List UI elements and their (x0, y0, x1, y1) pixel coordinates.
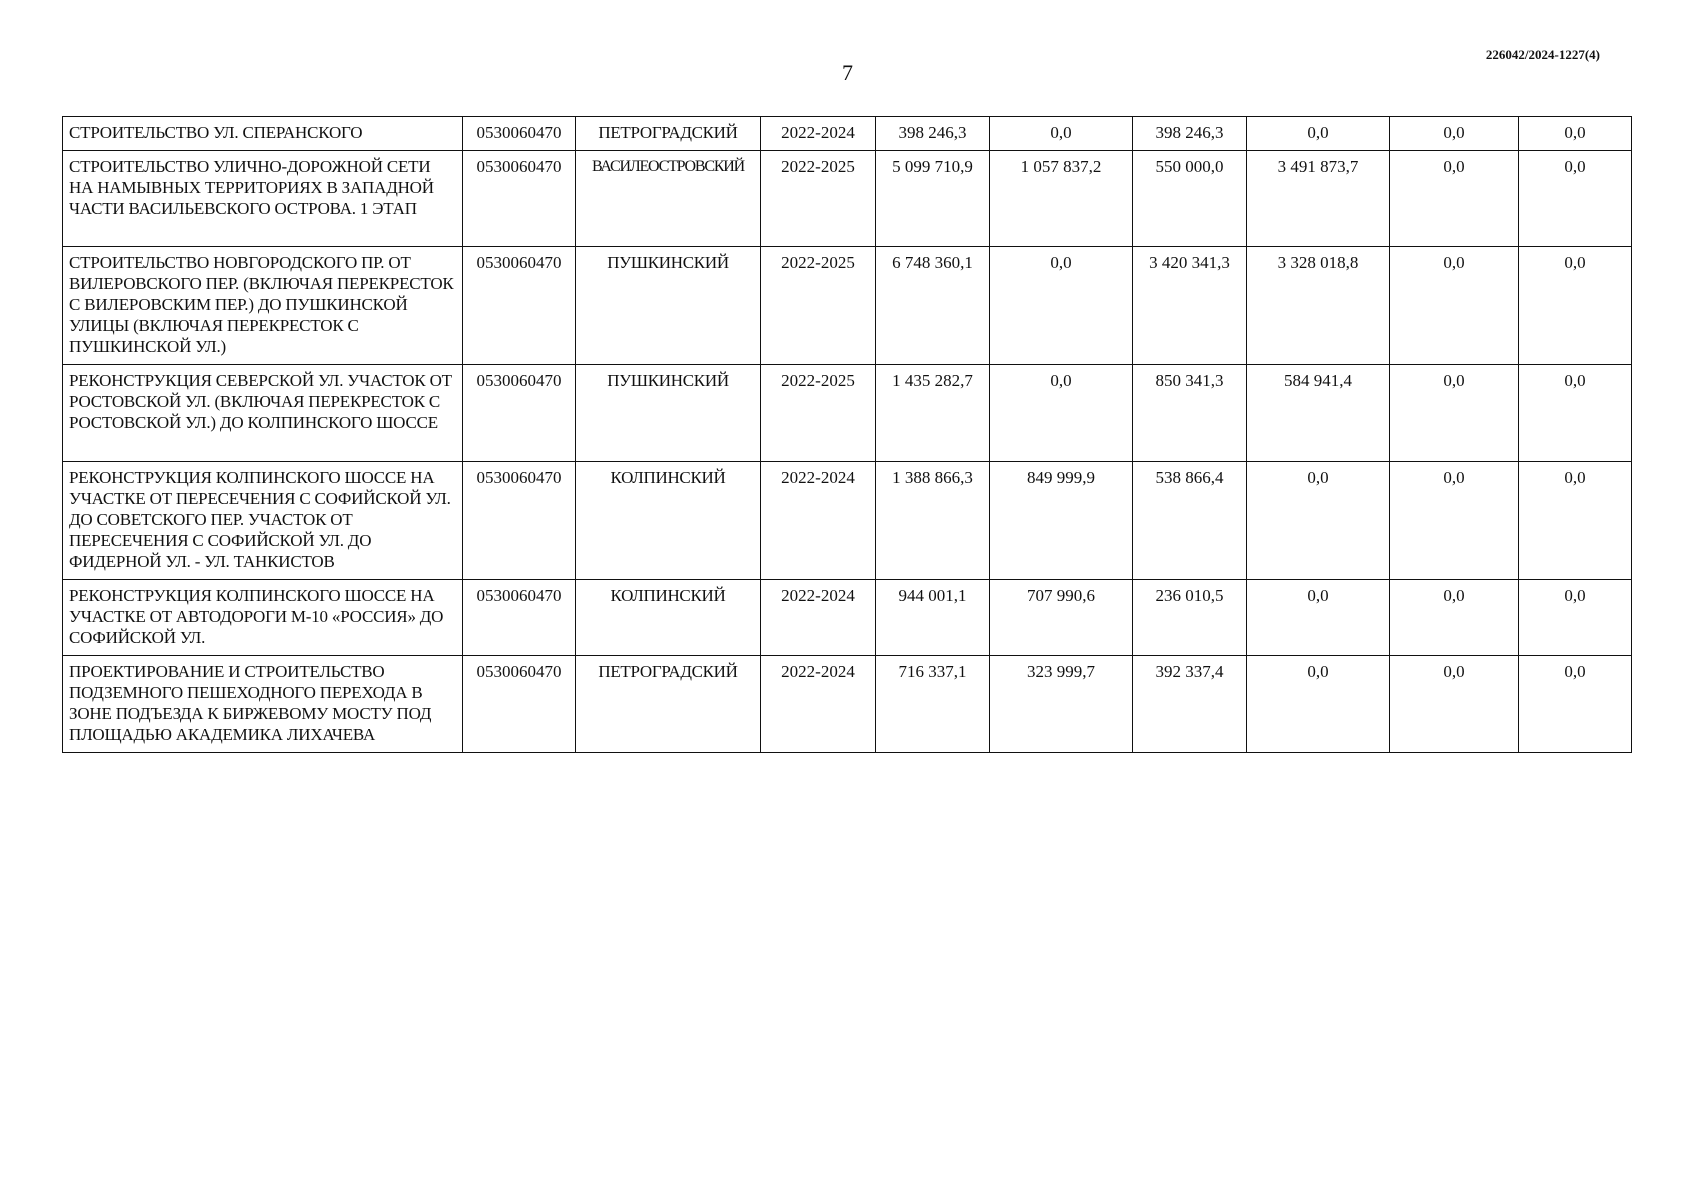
object-name-cell: РЕКОНСТРУКЦИЯ КОЛПИНСКОГО ШОССЕ НА УЧАСТКЕ ОТ АВТОДОРОГИ М-10 «РОССИЯ» ДО СОФИЙСКОЙ УЛ. (63, 580, 463, 656)
district-cell: ПЕТРОГРАДСКИЙ (576, 656, 761, 753)
table-row (63, 117, 1632, 151)
amount-cell: 3 420 341,3 (1133, 247, 1247, 365)
district-cell: ПУШКИНСКИЙ (576, 365, 761, 462)
amount-cell: 398 246,3 (1133, 117, 1247, 151)
budget-table (62, 116, 1632, 753)
amount-cell: 550 000,0 (1133, 151, 1247, 247)
period-cell: 2022-2025 (761, 247, 876, 365)
amount-cell: 0,0 (1390, 365, 1519, 462)
amount-cell: 0,0 (1247, 656, 1390, 753)
period-cell: 2022-2024 (761, 462, 876, 580)
total-amount-cell: 944 001,1 (876, 580, 990, 656)
amount-cell: 236 010,5 (1133, 580, 1247, 656)
amount-cell: 0,0 (1519, 462, 1632, 580)
amount-cell: 0,0 (1247, 117, 1390, 151)
amount-cell: 0,0 (990, 117, 1133, 151)
table-row (63, 365, 1632, 462)
amount-cell: 0,0 (1390, 247, 1519, 365)
period-cell: 2022-2024 (761, 117, 876, 151)
amount-cell: 849 999,9 (990, 462, 1133, 580)
amount-cell: 0,0 (1247, 580, 1390, 656)
object-name-cell: СТРОИТЕЛЬСТВО УЛ. СПЕРАНСКОГО (63, 117, 463, 151)
amount-cell: 3 328 018,8 (1247, 247, 1390, 365)
amount-cell: 0,0 (990, 247, 1133, 365)
total-amount-cell: 5 099 710,9 (876, 151, 990, 247)
amount-cell: 0,0 (1519, 247, 1632, 365)
document-id: 226042/2024-1227(4) (1485, 47, 1600, 62)
amount-cell: 0,0 (1519, 365, 1632, 462)
table-row (63, 656, 1632, 753)
object-name-cell: СТРОИТЕЛЬСТВО УЛИЧНО-ДОРОЖНОЙ СЕТИ НА НАМЫВНЫХ ТЕРРИТОРИЯХ В ЗАПАДНОЙ ЧАСТИ ВАСИЛЬЕВСКОГО ОСТРОВА. 1 ЭТАП (63, 151, 463, 247)
object-name-cell: РЕКОНСТРУКЦИЯ СЕВЕРСКОЙ УЛ. УЧАСТОК ОТ РОСТОВСКОЙ УЛ. (ВКЛЮЧАЯ ПЕРЕКРЕСТОК С РОСТОВСКОЙ УЛ.) ДО КОЛПИНСКОГО ШОССЕ (63, 365, 463, 462)
table-row (63, 151, 1632, 247)
target-code-cell: 0530060470 (463, 580, 576, 656)
total-amount-cell: 6 748 360,1 (876, 247, 990, 365)
district-cell: КОЛПИНСКИЙ (576, 462, 761, 580)
period-cell: 2022-2025 (761, 151, 876, 247)
amount-cell: 0,0 (1390, 580, 1519, 656)
target-code-cell: 0530060470 (463, 247, 576, 365)
object-name-cell: РЕКОНСТРУКЦИЯ КОЛПИНСКОГО ШОССЕ НА УЧАСТКЕ ОТ ПЕРЕСЕЧЕНИЯ С СОФИЙСКОЙ УЛ. ДО СОВЕТСКОГО ПЕР. УЧАСТОК ОТ ПЕРЕСЕЧЕНИЯ С СОФИЙСКОЙ УЛ. ДО ФИДЕРНОЙ УЛ. - УЛ. ТАНКИСТОВ (63, 462, 463, 580)
amount-cell: 0,0 (1390, 151, 1519, 247)
target-code-cell: 0530060470 (463, 656, 576, 753)
amount-cell: 538 866,4 (1133, 462, 1247, 580)
amount-cell: 0,0 (1519, 656, 1632, 753)
amount-cell: 0,0 (1519, 117, 1632, 151)
object-name-cell: СТРОИТЕЛЬСТВО НОВГОРОДСКОГО ПР. ОТ ВИЛЕРОВСКОГО ПЕР. (ВКЛЮЧАЯ ПЕРЕКРЕСТОК С ВИЛЕРОВСКИМ ПЕР.) ДО ПУШКИНСКОЙ УЛИЦЫ (ВКЛЮЧАЯ ПЕРЕКРЕСТОК С ПУШКИНСКОЙ УЛ.) (63, 247, 463, 365)
district-cell: ВАСИЛЕОСТРОВСКИЙ (576, 151, 761, 247)
amount-cell: 0,0 (990, 365, 1133, 462)
period-cell: 2022-2024 (761, 580, 876, 656)
amount-cell: 0,0 (1390, 117, 1519, 151)
amount-cell: 0,0 (1390, 462, 1519, 580)
amount-cell: 3 491 873,7 (1247, 151, 1390, 247)
target-code-cell: 0530060470 (463, 462, 576, 580)
period-cell: 2022-2024 (761, 656, 876, 753)
target-code-cell: 0530060470 (463, 117, 576, 151)
district-cell: ПЕТРОГРАДСКИЙ (576, 117, 761, 151)
district-cell: ПУШКИНСКИЙ (576, 247, 761, 365)
total-amount-cell: 716 337,1 (876, 656, 990, 753)
amount-cell: 0,0 (1519, 580, 1632, 656)
table-row (63, 580, 1632, 656)
amount-cell: 1 057 837,2 (990, 151, 1133, 247)
period-cell: 2022-2025 (761, 365, 876, 462)
table-row (63, 462, 1632, 580)
amount-cell: 850 341,3 (1133, 365, 1247, 462)
object-name-cell: ПРОЕКТИРОВАНИЕ И СТРОИТЕЛЬСТВО ПОДЗЕМНОГО ПЕШЕХОДНОГО ПЕРЕХОДА В ЗОНЕ ПОДЪЕЗДА К БИРЖЕВОМУ МОСТУ ПОД ПЛОЩАДЬЮ АКАДЕМИКА ЛИХАЧЕВА (63, 656, 463, 753)
total-amount-cell: 1 435 282,7 (876, 365, 990, 462)
district-cell: КОЛПИНСКИЙ (576, 580, 761, 656)
amount-cell: 707 990,6 (990, 580, 1133, 656)
target-code-cell: 0530060470 (463, 365, 576, 462)
total-amount-cell: 1 388 866,3 (876, 462, 990, 580)
amount-cell: 584 941,4 (1247, 365, 1390, 462)
page-number: 7 (842, 60, 853, 85)
amount-cell: 0,0 (1247, 462, 1390, 580)
amount-cell: 0,0 (1519, 151, 1632, 247)
total-amount-cell: 398 246,3 (876, 117, 990, 151)
target-code-cell: 0530060470 (463, 151, 576, 247)
table-row (63, 247, 1632, 365)
amount-cell: 323 999,7 (990, 656, 1133, 753)
amount-cell: 392 337,4 (1133, 656, 1247, 753)
amount-cell: 0,0 (1390, 656, 1519, 753)
